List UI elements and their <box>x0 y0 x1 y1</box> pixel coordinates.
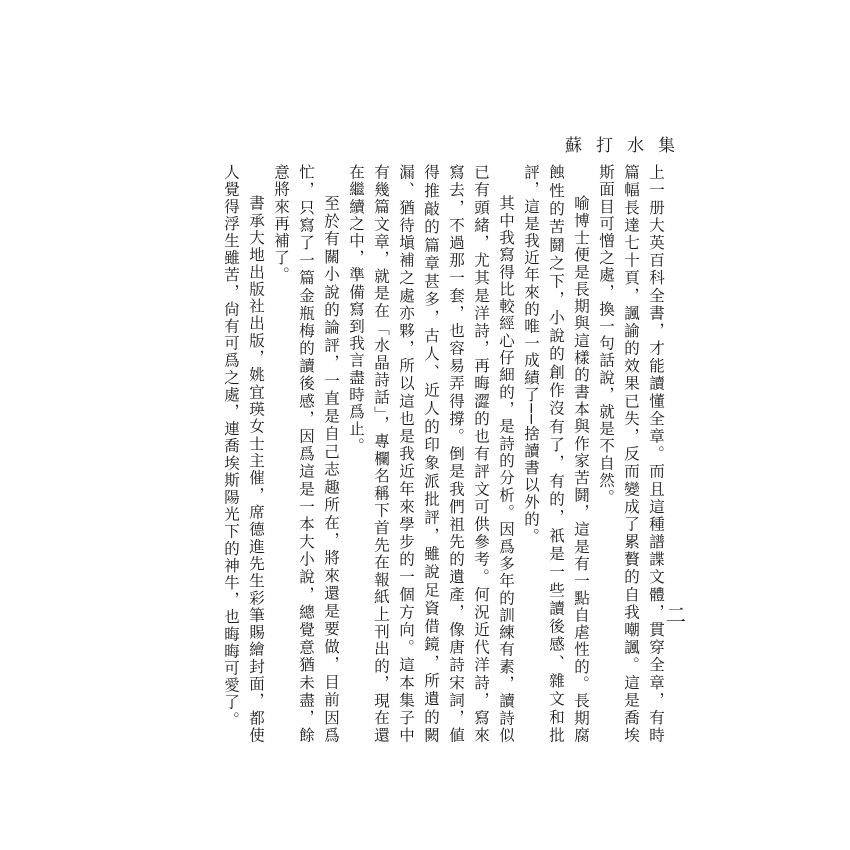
paragraph-2: 喻博士便是長期與這樣的書本與作家苦鬪，這是有一點自虐性的。長期腐蝕性的苦鬪之下，小說的創作沒有了，有的，祇是一些讀後感、雜文和批評，這是我近年來的唯一成績了──捨讀書以外的。 <box>522 164 590 744</box>
body-text <box>222 164 668 744</box>
paragraph-4: 至於有關小說的論評，一直是自己志趣所在，將來還是要做，目前因爲忙，只寫了一篇金瓶梅的讀後感，因爲這是一本大小說，總覺意猶未盡，餘意將來再補了。 <box>272 164 340 744</box>
paragraph-5: 書承大地出版社出版，姚宜瑛女士主催，席德進先生彩筆賜繪封面，都使人覺得浮生雖苦，尙有可爲之處，連喬埃斯陽光下的神牛，也晦晦可愛了。 <box>222 164 265 744</box>
page-number: 二 <box>666 603 686 627</box>
paragraph-3: 其中我寫得比較經心仔細的，是詩的分析。因爲多年的訓練有素，讀詩似已有頭緒，尤其是洋詩，再晦澀的也有評文可供參考。何況近代洋詩，寫來寫去，不過那一套，也容易弄得撐。倒是我們祖先的遺產，像唐詩宋詞，値得推敲的篇章甚多，古人、近人的印象派批評，雖說足資借鏡，所遺的闕漏、猶待塡補之處亦夥，所以這也是我近年來學步的一個方向。這本集子中有幾篇文章，就是在「水晶詩話」，專欄名稱下首先在報紙上刊出的，現在還在繼續之中，準備寫到我言盡時爲止。 <box>347 164 515 744</box>
paragraph-1: 上一册大英百科全書，才能讀懂全章。而且這種譜諜文體，貫穿全章，有時篇幅長達七十頁，諷諭的效果已失，反而變成了累贅的自我嘲諷。這是喬埃斯面目可憎之處，換一句話說，就是不自然。 <box>597 164 665 744</box>
running-head-title: 蘇打水集 <box>565 136 689 156</box>
